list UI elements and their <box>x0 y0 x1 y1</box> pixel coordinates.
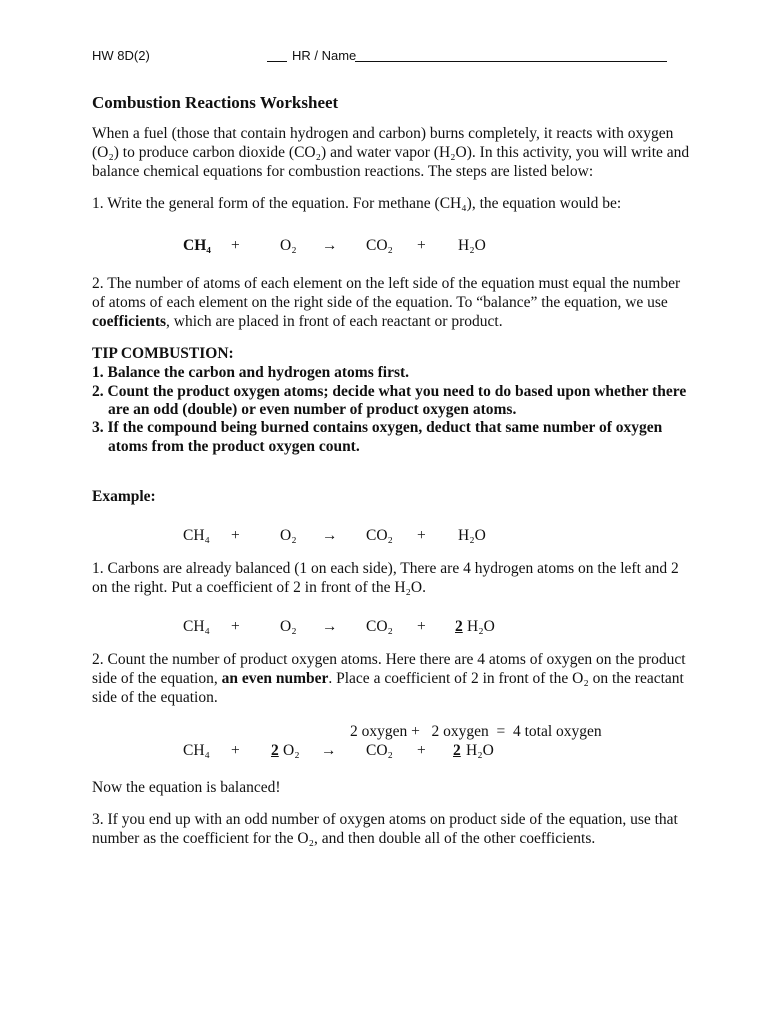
arrow: → <box>322 618 338 635</box>
eq-term: H₂O <box>458 237 486 254</box>
page-title: Combustion Reactions Worksheet <box>92 93 339 112</box>
eq-term: + <box>417 742 426 759</box>
hr-blank[interactable] <box>267 61 287 62</box>
eq-term: CH₄ <box>183 527 210 544</box>
eq-term: H₂O <box>467 618 495 635</box>
tip-line: 2. Count the product oxygen atoms; decide what you need to do based upon whether there <box>92 383 687 400</box>
eq-term: H₂O <box>458 527 486 544</box>
step2-line: of atoms of each element on the right side of the equation. To “balance” the equation, we use <box>92 294 668 311</box>
eq-term: + <box>231 742 240 759</box>
coefficients-term: coefficients <box>92 313 167 330</box>
step2-line: 2. The number of atoms of each element on the left side of the equation must equal the number <box>92 275 681 292</box>
tip-line: 1. Balance the carbon and hydrogen atoms first. <box>92 364 410 381</box>
eq-term: + <box>231 527 240 544</box>
eq-term: H₂O <box>466 742 494 759</box>
name-field-line[interactable] <box>355 61 667 62</box>
coefficient: 2 <box>455 618 463 635</box>
eq-term: CH₄ <box>183 618 210 635</box>
example-p3: number as the coefficient for the O₂, and then double all of the other coefficients. <box>92 830 596 847</box>
arrow: → <box>322 237 338 254</box>
intro-line: balance chemical equations for combustion reactions. The steps are listed below: <box>92 163 594 180</box>
eq-term: CH₄ <box>183 742 210 759</box>
eq-term: O₂ <box>280 237 297 254</box>
eq-term: + <box>417 527 426 544</box>
eq-term: O₂ <box>280 527 297 544</box>
step1-text: 1. Write the general form of the equation. For methane (CH₄), the equation would be: <box>92 195 622 212</box>
eq-term: + <box>231 618 240 635</box>
example-p1: on the right. Put a coefficient of 2 in front of the H₂O. <box>92 579 426 596</box>
eq-term: CO₂ <box>366 527 393 544</box>
coefficient: 2 <box>271 742 279 759</box>
example-p2: side of the equation, an even number. Place a coefficient of 2 in front of the O₂ on the reactant <box>92 670 684 687</box>
eq-term: O₂ <box>280 618 297 635</box>
eq-term: CO₂ <box>366 237 393 254</box>
arrow: → <box>321 742 337 759</box>
tip-line: are an odd (double) or even number of product oxygen atoms. <box>108 401 517 418</box>
hr-name-label: HR / Name <box>292 48 357 63</box>
eq-term: + <box>231 237 240 254</box>
example-heading: Example: <box>92 488 156 505</box>
balanced-note: Now the equation is balanced! <box>92 779 281 796</box>
assignment-id: HW 8D(2) <box>92 48 150 63</box>
eq-term: CO₂ <box>366 618 393 635</box>
arrow: → <box>322 527 338 544</box>
tip-line: atoms from the product oxygen count. <box>108 438 360 455</box>
eq-term: O₂ <box>283 742 300 759</box>
step2-line: coefficients, which are placed in front of each reactant or product. <box>92 313 503 330</box>
coefficient: 2 <box>453 742 461 759</box>
example-p2: side of the equation. <box>92 689 218 706</box>
example-p3: 3. If you end up with an odd number of oxygen atoms on product side of the equation, use that <box>92 811 678 828</box>
eq-term: CH₄ <box>183 237 211 254</box>
eq-term: + <box>417 237 426 254</box>
intro-line: (O₂) to produce carbon dioxide (CO₂) and water vapor (H₂O). In this activity, you will write and <box>92 144 690 161</box>
oxygen-count: 2 oxygen + 2 oxygen = 4 total oxygen <box>350 723 602 740</box>
intro-line: When a fuel (those that contain hydrogen and carbon) burns completely, it reacts with oxygen <box>92 125 674 142</box>
eq-term: + <box>417 618 426 635</box>
example-p1: 1. Carbons are already balanced (1 on each side), There are 4 hydrogen atoms on the left and 2 <box>92 560 679 577</box>
example-p2: 2. Count the number of product oxygen atoms. Here there are 4 atoms of oxygen on the product <box>92 651 686 668</box>
tip-line: 3. If the compound being burned contains oxygen, deduct that same number of oxygen <box>92 419 663 436</box>
tip-heading: TIP COMBUSTION: <box>92 345 234 362</box>
eq-term: CO₂ <box>366 742 393 759</box>
